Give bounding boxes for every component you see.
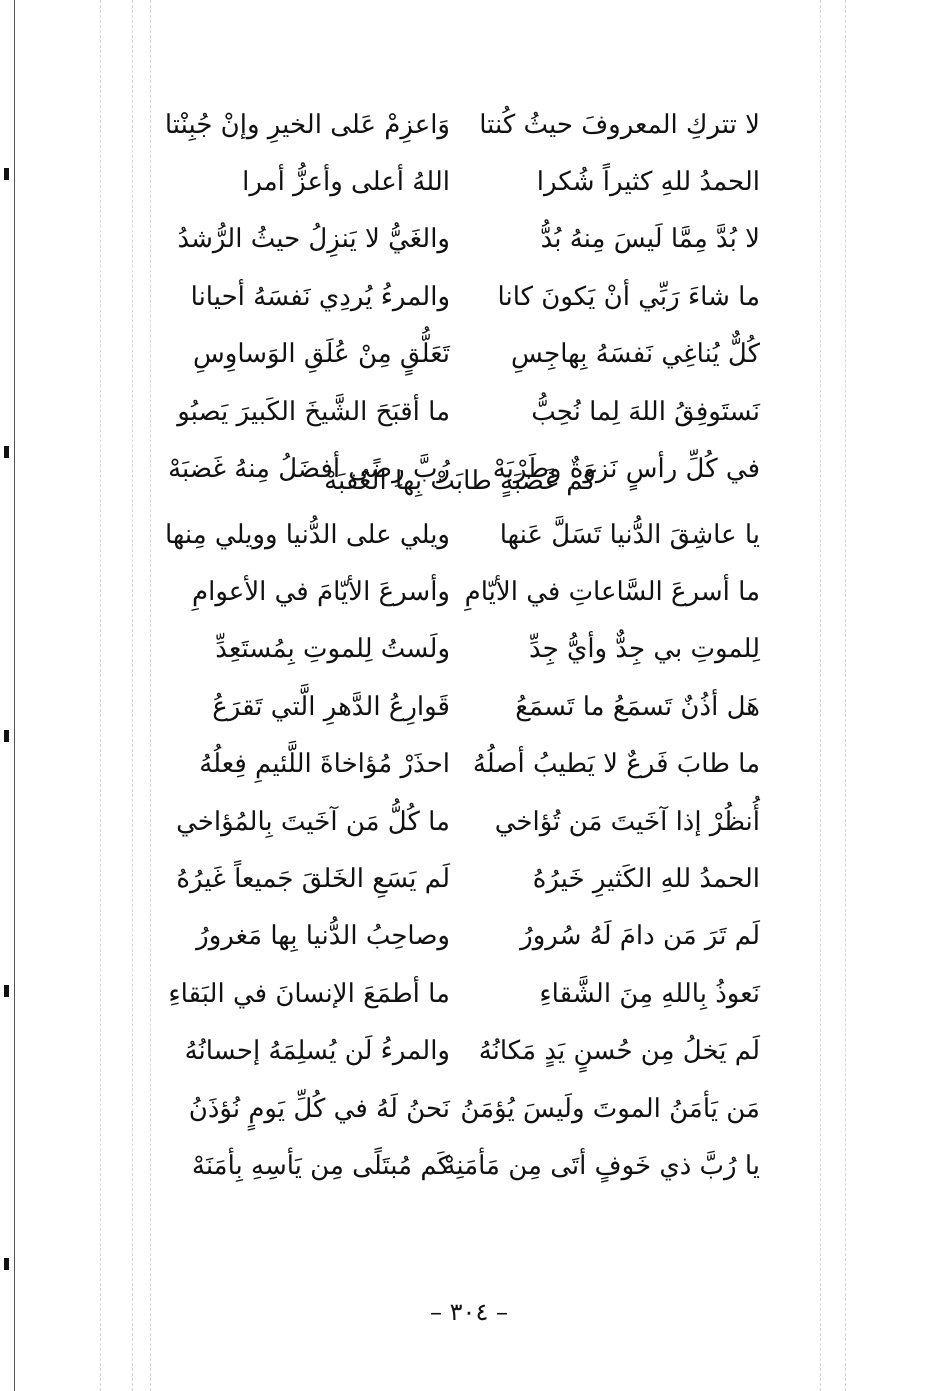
first-hemistich: كُلٌّ يُناغِي نَفسَهُ بِهاجِسِ (510, 339, 760, 370)
verse-line (160, 621, 760, 678)
second-hemistich: ما أطمَعَ الإنسانَ في البَقاءِ (168, 978, 450, 1009)
verse-line (160, 211, 760, 268)
margin-mark (4, 1258, 9, 1270)
first-hemistich: لِلموتِ بي جِدٌّ وأيُّ جِدِّ (528, 634, 760, 665)
verse-line (160, 736, 760, 793)
second-hemistich: والمرءُ لَن يُسلِمَهُ إحسانُهُ (184, 1036, 450, 1067)
first-hemistich: لَم يَخلُ مِن حُسنٍ يَدٍ مَكانُهُ (478, 1036, 760, 1067)
verse-line (160, 908, 760, 965)
first-hemistich: في كُلِّ رأسٍ نَزوَةٌ وطَرْبَهْ (492, 454, 760, 485)
verse-line (160, 563, 760, 620)
page-number: – ٣٠٤ – (430, 1298, 508, 1326)
first-hemistich: نَعوذُ بِاللهِ مِنَ الشَّقاءِ (539, 978, 760, 1009)
first-hemistich: يا رُبَّ ذي خَوفٍ أتَى مِن مَأمَنِهْ (442, 1150, 760, 1181)
second-hemistich: اللهُ أعلى وأعزُّ أمرا (242, 167, 450, 198)
first-hemistich: مَن يَأمَنُ الموتَ ولَيسَ يُؤمَنُ (460, 1093, 760, 1124)
second-hemistich: ما كُلُّ مَن آخَيتَ بِالمُؤاخي (176, 806, 450, 837)
verse-line (160, 1080, 760, 1137)
second-hemistich: رُبَّ رِضًى أفضَلُ مِنهُ غَضبَهْ (168, 454, 450, 485)
centered-verse: كم غَضبَةٍ طابَتْ بِها العُقبَهْ (324, 466, 596, 496)
margin-mark (4, 446, 9, 458)
verse-line (160, 678, 760, 735)
second-hemistich: ويلي على الدُّنيا وويلي مِنها (164, 519, 450, 550)
first-hemistich: ما أسرعَ السَّاعاتِ في الأيّامِ (464, 577, 760, 608)
scan-guide-line (150, 0, 151, 1391)
margin-mark (4, 168, 9, 180)
second-hemistich: كَم مُبتَلًى مِن يَأسِهِ بِأمَنَهْ (191, 1150, 450, 1181)
margin-mark (4, 730, 9, 742)
first-hemistich: أُنظُرْ إذا آخَيتَ مَن تُؤاخي (494, 806, 760, 837)
first-hemistich: يا عاشِقَ الدُّنيا تَسَلَّ عَنها (499, 519, 760, 550)
second-hemistich: وأسرعَ الأيّامَ في الأعوامِ (192, 577, 450, 608)
second-hemistich: وصاحِبُ الدُّنيا بِها مَغرورُ (196, 921, 450, 952)
scan-edge-line (14, 0, 15, 1391)
scan-guide-line (845, 0, 846, 1391)
first-hemistich: هَل أذُنٌ تَسمَعُ ما تَسمَعُ (515, 691, 760, 722)
second-hemistich: لَم يَسَعِ الخَلقَ جَميعاً غَيرُهُ (176, 864, 450, 895)
verse-line (160, 1023, 760, 1080)
second-hemistich: تَعَلُّقٍ مِنْ عُلَقِ الوَساوِسِ (193, 339, 450, 370)
second-hemistich: ما أقبَحَ الشَّيخَ الكَبيرَ يَصبُو (177, 396, 450, 427)
margin-mark (4, 985, 9, 997)
verse-line (160, 153, 760, 210)
first-hemistich: ما طابَ فَرعٌ لا يَطيبُ أصلُهُ (472, 749, 760, 780)
second-hemistich: والغَيُّ لا يَنزِلُ حيثُ الرُّشدُ (177, 224, 450, 255)
first-hemistich: الحمدُ للهِ الكَثيرِ خَيرُهُ (532, 864, 760, 895)
verse-line (160, 1137, 760, 1194)
second-hemistich: قَوارِعُ الدَّهرِ الَّتي تَقرَعُ (212, 691, 450, 722)
scan-guide-line (132, 0, 133, 1391)
first-hemistich: الحمدُ للهِ كثيراً شُكرا (536, 167, 760, 198)
second-hemistich: والمرءُ يُردِي نَفسَهُ أحيانا (190, 281, 450, 312)
verse-line (160, 383, 760, 440)
second-hemistich: احذَرْ مُؤاخاةَ اللَّئيمِ فِعلُهُ (199, 749, 450, 780)
first-hemistich: لَم تَرَ مَن دامَ لَهُ سُرورُ (520, 921, 760, 952)
verse-line (160, 506, 760, 563)
first-hemistich: لا تتركِ المعروفَ حيثُ كُنتا (479, 109, 760, 140)
first-hemistich: نَستَوفِقُ اللهَ لِما نُحِبُّ (531, 396, 760, 427)
second-hemistich: ولَستُ لِلموتِ بِمُستَعِدِّ (215, 634, 450, 665)
verse-line (160, 965, 760, 1022)
verse-line (160, 326, 760, 383)
first-hemistich: لا بُدَّ مِمَّا لَيسَ مِنهُ بُدُّ (540, 224, 760, 255)
second-hemistich: وَاعزِمْ عَلى الخيرِ وإنْ جُبِنْتا (164, 109, 450, 140)
first-hemistich: ما شاءَ رَبِّي أنْ يَكونَ كانا (497, 281, 760, 312)
scan-guide-line (820, 0, 821, 1391)
verse-line (160, 96, 760, 153)
poem-part-1 (160, 96, 760, 498)
scan-guide-line (100, 0, 101, 1391)
verse-line (160, 850, 760, 907)
verse-line (160, 268, 760, 325)
poem-part-2 (160, 506, 760, 1195)
verse-line (160, 793, 760, 850)
second-hemistich: نَحنُ لَهُ في كُلِّ يَومٍ نُؤذَنُ (188, 1093, 450, 1124)
